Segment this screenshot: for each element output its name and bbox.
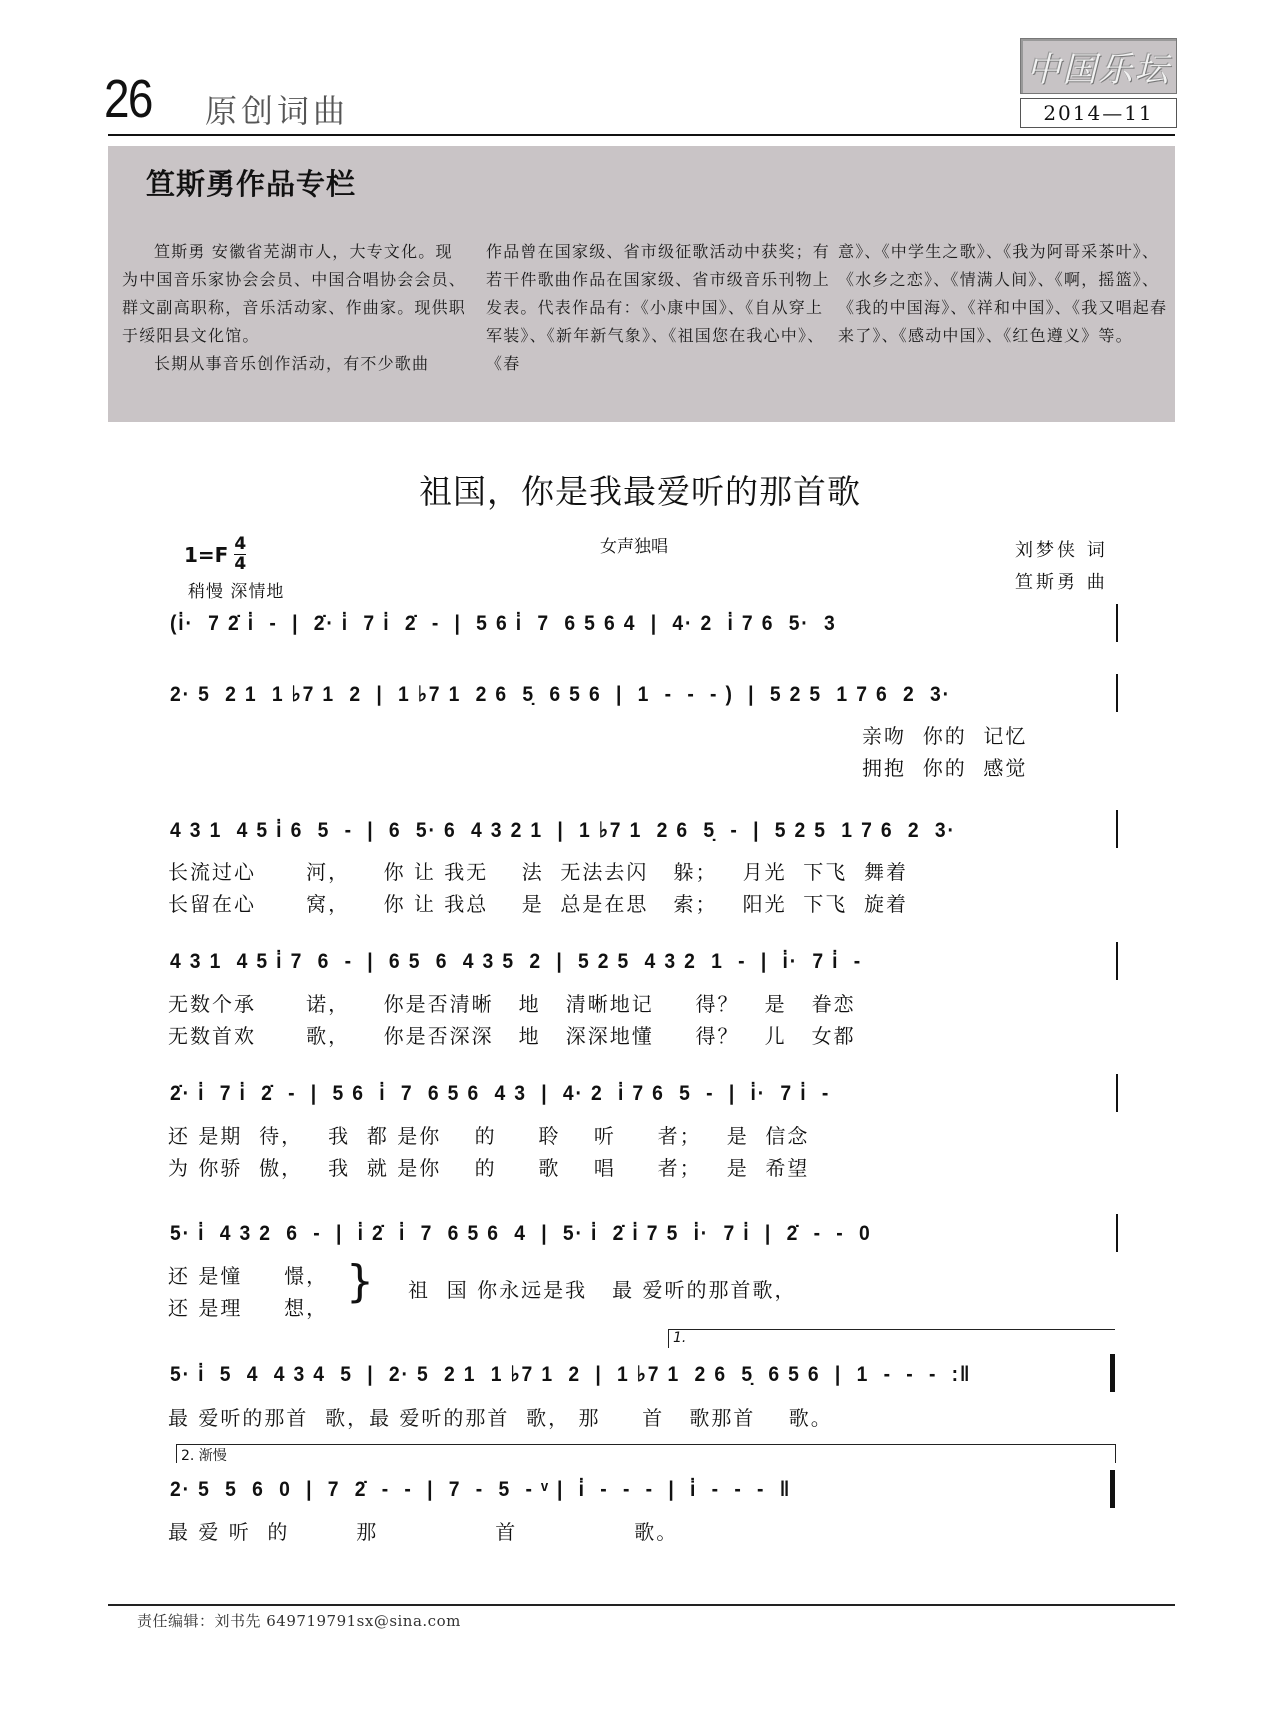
lyric-shared: 祖 国 你永远是我 最 爱听的那首歌，	[408, 1278, 797, 1302]
bio-paragraph: 意》、《中学生之歌》、《我为阿哥采茶叶》、《水乡之恋》、《情满人间》、《啊，摇篮》、《我的中国海》、《祥和中国》、《我又唱起春来了》、《感动中国》、《红色遵义》等。	[838, 242, 1168, 345]
notation-notes: 4 3 1 4 5 i̇ 6 5 - | 6 5· 6 4 3 2 1 | 1 ♭7 1 2 6 5̣ - | 5 2 5 1 7 6 2 3·	[170, 819, 956, 842]
barline	[1116, 942, 1118, 980]
volta-bracket-2: 2. 渐慢	[176, 1444, 1116, 1463]
notation-notes: 4 3 1 4 5 i̇ 7 6 - | 6 5 6 4 3 5 2 | 5 2 5 4 3 2 1 - | i̇· 7 i̇ -	[170, 950, 863, 973]
bio-paragraph: 长期从事音乐创作活动，有不少歌曲	[154, 354, 430, 373]
bio-paragraph: 笪斯勇 安徽省芜湖市人，大专文化。现为中国音乐家协会会员、中国合唱协会会员、群文副高职称，音乐活动家、作曲家。现供职于绥阳县文化馆。	[122, 242, 467, 345]
footer-divider	[108, 1604, 1175, 1606]
magazine-logo: 中国乐坛	[1020, 38, 1177, 94]
lyric-verse-1: 无数个承 诺， 你是否清晰 地 清晰地记 得？ 是 眷恋	[168, 992, 856, 1016]
volta-bracket-1: 1.	[668, 1329, 1115, 1348]
bio-title: 笪斯勇作品专栏	[146, 167, 357, 201]
lyric-line: 最 爱 听 的 那 首 歌。	[168, 1520, 679, 1544]
notation-notes: 2· 5 2 1 1 ♭7 1 2 | 1 ♭7 1 2 6 5̣ 6 5 6 | 1 - - - ) | 5 2 5 1 7 6 2 3·	[170, 683, 951, 706]
notation-notes: 2· 5 5 6 0 | 7 2̇ - - | 7 - 5 - ᵛ | i̇ - - - | i̇ - - - ‖	[170, 1478, 792, 1501]
barline	[1116, 604, 1118, 642]
time-signature: $\frac{4}{4}$	[234, 534, 247, 574]
voice-type: 女声独唱	[600, 537, 668, 557]
notation-row	[170, 612, 1120, 652]
lyric-line: 最 爱听的那首 歌，最 爱听的那首 歌， 那 首 歌那首 歌。	[168, 1406, 833, 1430]
lyric-verse-1: 亲吻 你的 记忆	[862, 724, 1028, 748]
key-label: 1=F	[184, 542, 229, 567]
composer-credit: 笪斯勇 曲	[1015, 572, 1108, 593]
editor-credit: 责任编辑：刘书先 649719791sx@sina.com	[137, 1612, 461, 1630]
lyric-verse-2: 长留在心 窝， 你 让 我总 是 总是在思 索； 阳光 下飞 旋着	[168, 892, 909, 916]
lyric-verse-1: 还 是憧 憬，	[168, 1264, 329, 1288]
notation-notes: (i̇· 7 2̇ i̇ - | 2̇· i̇ 7 i̇ 2̇ - | 5 6 i̇ 7 6 5 6 4 | 4· 2 i̇ 7 6 5· 3	[170, 612, 837, 635]
verse-brace: }	[346, 1256, 374, 1307]
lyric-verse-2: 为 你骄 傲， 我 就 是你 的 歌 唱 者； 是 希望	[168, 1156, 810, 1180]
notation-row	[170, 818, 1120, 858]
bio-column-3	[838, 238, 1183, 350]
barline	[1116, 674, 1118, 712]
header-divider	[108, 134, 1175, 136]
notation-row	[170, 1222, 1120, 1262]
barline	[1116, 1214, 1118, 1252]
lyric-verse-2: 拥抱 你的 感觉	[862, 756, 1028, 780]
notation-notes: 2̇· i̇ 7 i̇ 2̇ - | 5 6 i̇ 7 6 5 6 4 3 | 4· 2 i̇ 7 6 5 - | i̇· 7 i̇ -	[170, 1082, 831, 1105]
section-title: 原创词曲	[205, 92, 350, 130]
issue-label: 2014—11	[1020, 98, 1177, 128]
tempo-marking: 稍慢 深情地	[188, 582, 285, 602]
page-number: 26	[104, 69, 152, 129]
barline	[1116, 1074, 1118, 1112]
final-barline	[1110, 1470, 1115, 1508]
notation-row	[170, 1478, 1120, 1518]
barline	[1116, 810, 1118, 848]
lyric-verse-2: 无数首欢 歌， 你是否深深 地 深深地懂 得？ 儿 女都	[168, 1024, 856, 1048]
notation-notes: 5· i̇ 5 4 4 3 4 5 | 2· 5 2 1 1 ♭7 1 2 | 1 ♭7 1 2 6 5̣ 6 5 6 | 1 - - - :‖	[170, 1363, 972, 1386]
song-title: 祖国，你是我最爱听的那首歌	[419, 472, 861, 511]
notation-row	[170, 950, 1120, 990]
bio-column-1	[122, 238, 467, 378]
bio-column-2	[486, 238, 831, 378]
lyric-verse-2: 还 是理 想，	[168, 1296, 329, 1320]
key-signature	[184, 535, 246, 574]
repeat-barline	[1110, 1354, 1115, 1392]
notation-row	[170, 1082, 1120, 1122]
lyricist-credit: 刘梦侠 词	[1015, 540, 1108, 561]
lyric-verse-1: 还 是期 待， 我 都 是你 的 聆 听 者； 是 信念	[168, 1124, 810, 1148]
notation-row	[170, 682, 1120, 722]
notation-notes: 5· i̇ 4 3 2 6 - | i̇ 2̇ i̇ 7 6 5 6 4 | 5· i̇ 2̇ i̇ 7 5 i̇· 7 i̇ | 2̇ - - 0	[170, 1222, 872, 1245]
notation-row	[170, 1362, 1120, 1402]
bio-paragraph: 作品曾在国家级、省市级征歌活动中获奖；有若干件歌曲作品在国家级、省市级音乐刊物上发表。代表作品有：《小康中国》、《自从穿上军装》、《新年新气象》、《祖国您在我心中》、《春	[486, 242, 831, 373]
lyric-verse-1: 长流过心 河， 你 让 我无 法 无法去闪 躲； 月光 下飞 舞着	[168, 860, 909, 884]
